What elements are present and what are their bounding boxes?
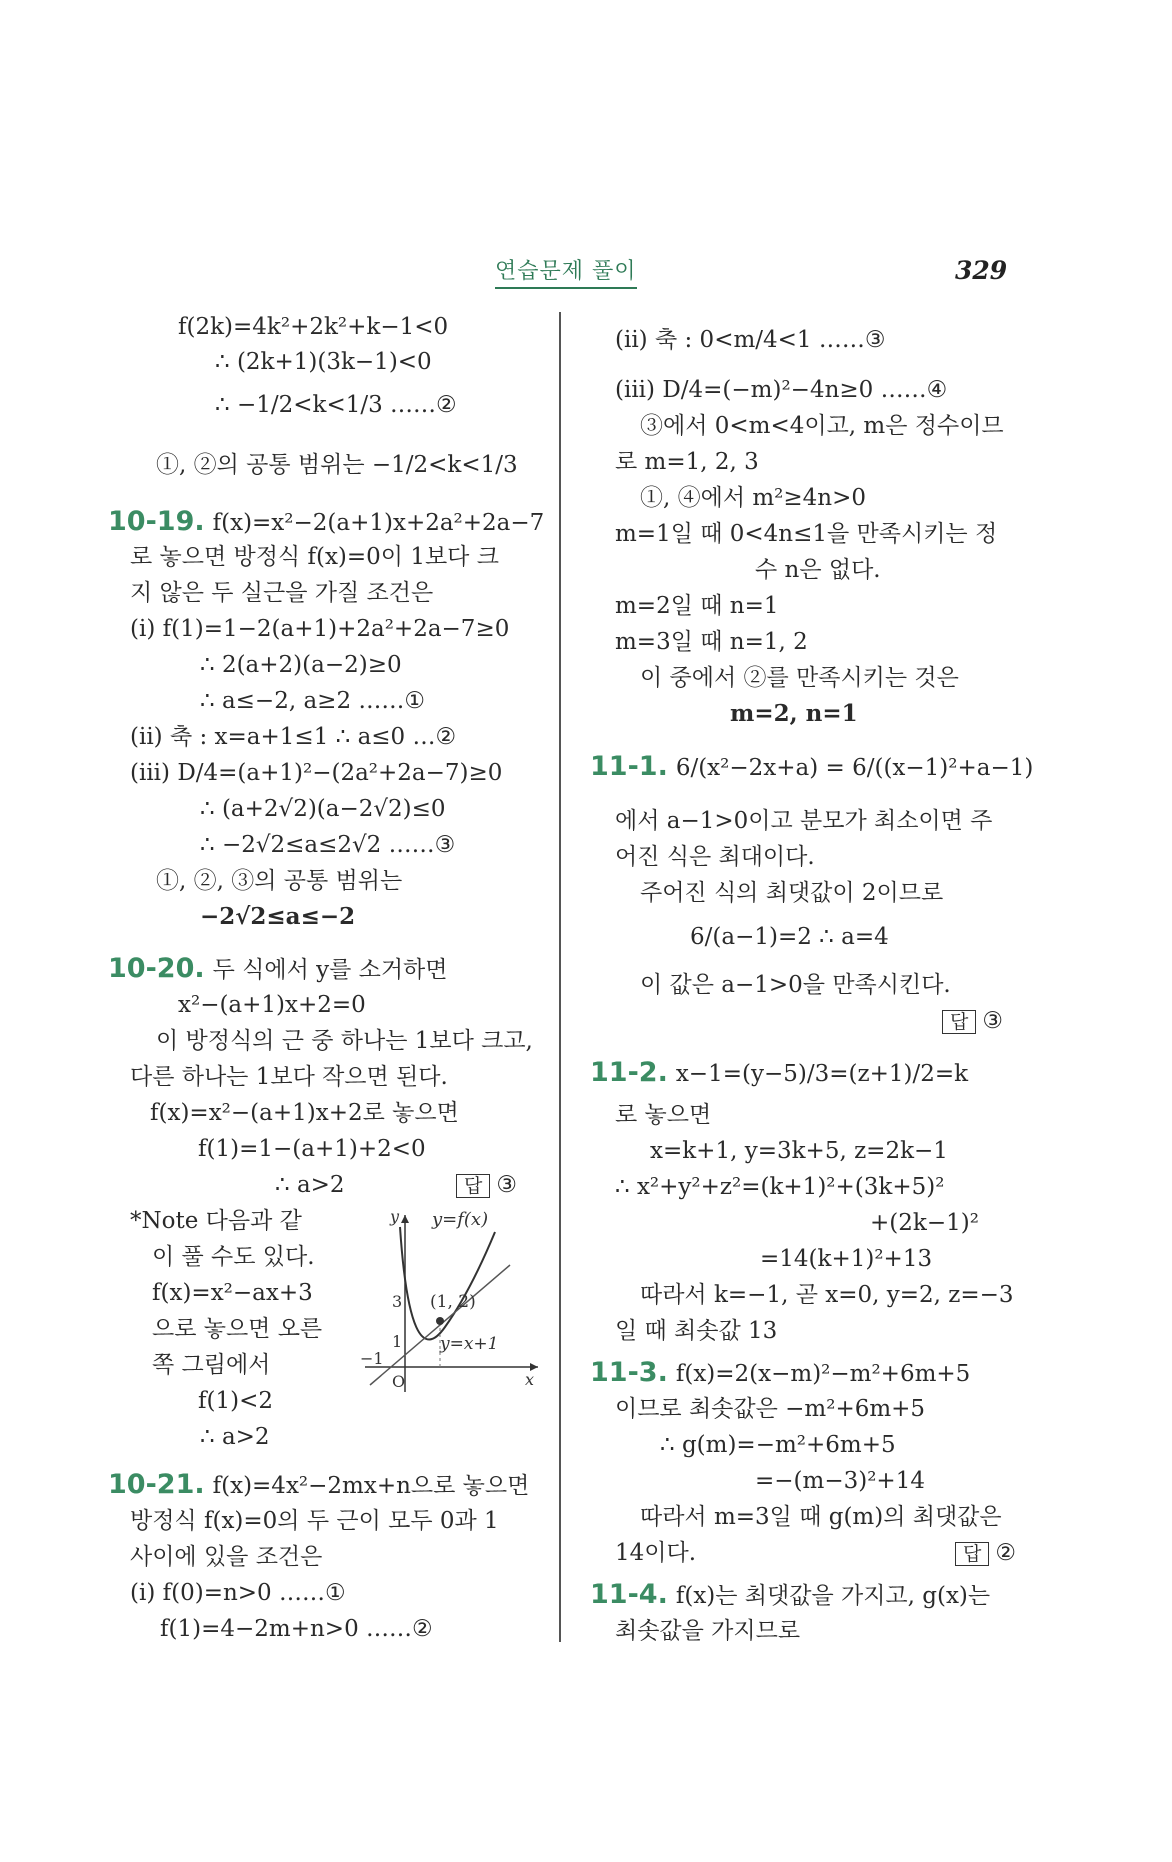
text-line: f(x)=x²−2(a+1)x+2a²+2a−7 xyxy=(212,510,545,536)
text-line: f(x)=x²−ax+3 xyxy=(152,1280,313,1306)
text-line: f(x)는 최댓값을 가지고, g(x)는 xyxy=(675,1583,991,1609)
text-line: 로 m=1, 2, 3 xyxy=(615,449,759,475)
text-line: 사이에 있을 조건은 xyxy=(130,1544,323,1570)
text-line: x²−(a+1)x+2=0 xyxy=(178,992,366,1018)
page-number: 329 xyxy=(955,256,1008,285)
problem-10-20 xyxy=(108,954,448,985)
text-line: x=k+1, y=3k+5, z=2k−1 xyxy=(650,1138,948,1164)
text-line: ∴ a≤−2, a≥2 ……① xyxy=(200,688,426,714)
text-line: 이 값은 a−1>0을 만족시킨다. xyxy=(640,972,951,998)
text-line: 쪽 그림에서 xyxy=(152,1352,271,1378)
answer-label: 답 xyxy=(456,1174,490,1198)
text-line: =14(k+1)²+13 xyxy=(760,1246,933,1272)
text-line: 으로 놓으면 오른 xyxy=(152,1316,323,1342)
point-label: (1, 2) xyxy=(430,1292,476,1312)
answer-line: −2√2≤a≤−2 xyxy=(200,903,356,930)
answer-box xyxy=(456,1170,517,1200)
text-line: 에서 a−1>0이고 분모가 최소이면 주 xyxy=(615,808,993,834)
answer-label: 답 xyxy=(955,1542,989,1566)
text-line: 14이다. xyxy=(615,1540,697,1566)
text-line: ∴ 2(a+2)(a−2)≥0 xyxy=(200,652,402,678)
text-line: (ii) 축 : x=a+1≤1 ∴ a≤0 …② xyxy=(130,724,457,750)
problem-11-4 xyxy=(590,1580,990,1611)
text-line: ①, ②, ③의 공통 범위는 xyxy=(156,868,403,894)
answer-label: 답 xyxy=(942,1010,976,1034)
text-line: 로 놓으면 xyxy=(615,1102,712,1128)
problem-number: 10-19. xyxy=(108,506,205,537)
text-line: 이 방정식의 근 중 하나는 1보다 크고, xyxy=(156,1028,533,1054)
text-line: =−(m−3)²+14 xyxy=(755,1468,925,1494)
text-line: (iii) D/4=(−m)²−4n≥0 ……④ xyxy=(615,377,948,403)
text-line: m=1일 때 0<4n≤1을 만족시키는 정 xyxy=(615,521,998,547)
column-divider xyxy=(559,312,561,1642)
text-line: 따라서 k=−1, 곧 x=0, y=2, z=−3 xyxy=(640,1282,1014,1308)
text-line: f(x)=2(x−m)²−m²+6m+5 xyxy=(675,1361,971,1387)
text-line: 수 n은 없다. xyxy=(755,557,881,583)
text-line: 이 풀 수도 있다. xyxy=(152,1244,315,1270)
x-axis-label: x xyxy=(525,1370,535,1389)
parabola-figure xyxy=(360,1207,540,1397)
tick-label: 1 xyxy=(392,1332,403,1351)
text-line: f(1)<2 xyxy=(198,1388,273,1414)
text-line: 어진 식은 최대이다. xyxy=(615,844,815,870)
text-line: ∴ a>2 xyxy=(200,1424,270,1450)
text-line: (i) f(1)=1−2(a+1)+2a²+2a−7≥0 xyxy=(130,616,510,642)
tick-label: 3 xyxy=(392,1292,403,1311)
text-line: (i) f(0)=n>0 ……① xyxy=(130,1580,346,1606)
text-line: f(x)=x²−(a+1)x+2로 놓으면 xyxy=(150,1100,459,1126)
text-line: ①, ④에서 m²≥4n>0 xyxy=(640,485,867,511)
answer-box xyxy=(955,1538,1016,1568)
text-line: 방정식 f(x)=0의 두 근이 모두 0과 1 xyxy=(130,1508,499,1534)
origin-label: O xyxy=(392,1372,406,1391)
text-line: f(1)=1−(a+1)+2<0 xyxy=(198,1136,426,1162)
answer-value: ③ xyxy=(982,1008,1003,1034)
answer-value: ② xyxy=(995,1540,1016,1566)
text-line: (ii) 축 : 0<m/4<1 ……③ xyxy=(615,327,886,353)
answer-value: ③ xyxy=(496,1172,517,1198)
text-line: f(1)=4−2m+n>0 ……② xyxy=(160,1616,433,1642)
text-line: ∴ (2k+1)(3k−1)<0 xyxy=(215,349,432,375)
problem-number: 10-20. xyxy=(108,953,205,984)
text-line: 이 중에서 ②를 만족시키는 것은 xyxy=(640,665,959,691)
text-line: 이므로 최솟값은 −m²+6m+5 xyxy=(615,1396,926,1422)
problem-number: 11-3. xyxy=(590,1357,668,1388)
section-title: 연습문제 풀이 xyxy=(495,254,637,289)
problem-number: 10-21. xyxy=(108,1469,205,1500)
text-line: ∴ a>2 xyxy=(275,1172,345,1198)
tick-label: −1 xyxy=(360,1349,384,1368)
text-line: f(2k)=4k²+2k²+k−1<0 xyxy=(178,314,449,340)
curve-label: y=f(x) xyxy=(432,1209,489,1230)
text-line: 따라서 m=3일 때 g(m)의 최댓값은 xyxy=(640,1504,1002,1530)
text-line: f(x)=4x²−2mx+n으로 놓으면 xyxy=(212,1473,530,1499)
text-line: 일 때 최솟값 13 xyxy=(615,1318,778,1344)
text-line: 다른 하나는 1보다 작으면 된다. xyxy=(130,1064,448,1090)
problem-10-19 xyxy=(108,507,544,538)
text-line: 지 않은 두 실근을 가질 조건은 xyxy=(130,580,434,606)
text-line: 6/(x²−2x+a) = 6/((x−1)²+a−1) xyxy=(675,755,1034,781)
problem-number: 11-1. xyxy=(590,751,668,782)
text-line: m=2일 때 n=1 xyxy=(615,593,779,619)
text-line: m=3일 때 n=1, 2 xyxy=(615,629,808,655)
problem-11-1 xyxy=(590,752,1033,783)
text-line: x−1=(y−5)/3=(z+1)/2=k xyxy=(675,1061,969,1087)
text-line: ③에서 0<m<4이고, m은 정수이므 xyxy=(640,413,1004,439)
problem-10-21 xyxy=(108,1470,529,1501)
text-line: 최솟값을 가지므로 xyxy=(615,1618,801,1644)
text-line: ①, ②의 공통 범위는 −1/2<k<1/3 xyxy=(156,452,518,478)
text-line: 로 놓으면 방정식 f(x)=0이 1보다 크 xyxy=(130,544,499,570)
text-line: ∴ −1/2<k<1/3 ……② xyxy=(215,392,457,418)
text-line: ∴ (a+2√2)(a−2√2)≤0 xyxy=(200,796,446,822)
text-line: (iii) D/4=(a+1)²−(2a²+2a−7)≥0 xyxy=(130,760,503,786)
text-line: ∴ −2√2≤a≤2√2 ……③ xyxy=(200,832,456,858)
text-line: ∴ g(m)=−m²+6m+5 xyxy=(660,1432,896,1458)
answer-line: m=2, n=1 xyxy=(730,700,858,727)
text-line: 6/(a−1)=2 ∴ a=4 xyxy=(690,924,889,950)
text-line: ∴ x²+y²+z²=(k+1)²+(3k+5)² xyxy=(615,1174,945,1200)
problem-11-3 xyxy=(590,1358,970,1389)
text-line: *Note 다음과 같 xyxy=(130,1208,302,1234)
text-line: 두 식에서 y를 소거하면 xyxy=(212,957,448,983)
problem-number: 11-2. xyxy=(590,1057,668,1088)
problem-number: 11-4. xyxy=(590,1579,668,1610)
line-label: y=x+1 xyxy=(440,1334,499,1354)
problem-11-2 xyxy=(590,1058,968,1089)
y-axis-label: y xyxy=(390,1207,400,1226)
text-line: +(2k−1)² xyxy=(870,1210,979,1236)
answer-box xyxy=(942,1006,1003,1036)
text-line: 주어진 식의 최댓값이 2이므로 xyxy=(640,880,944,906)
